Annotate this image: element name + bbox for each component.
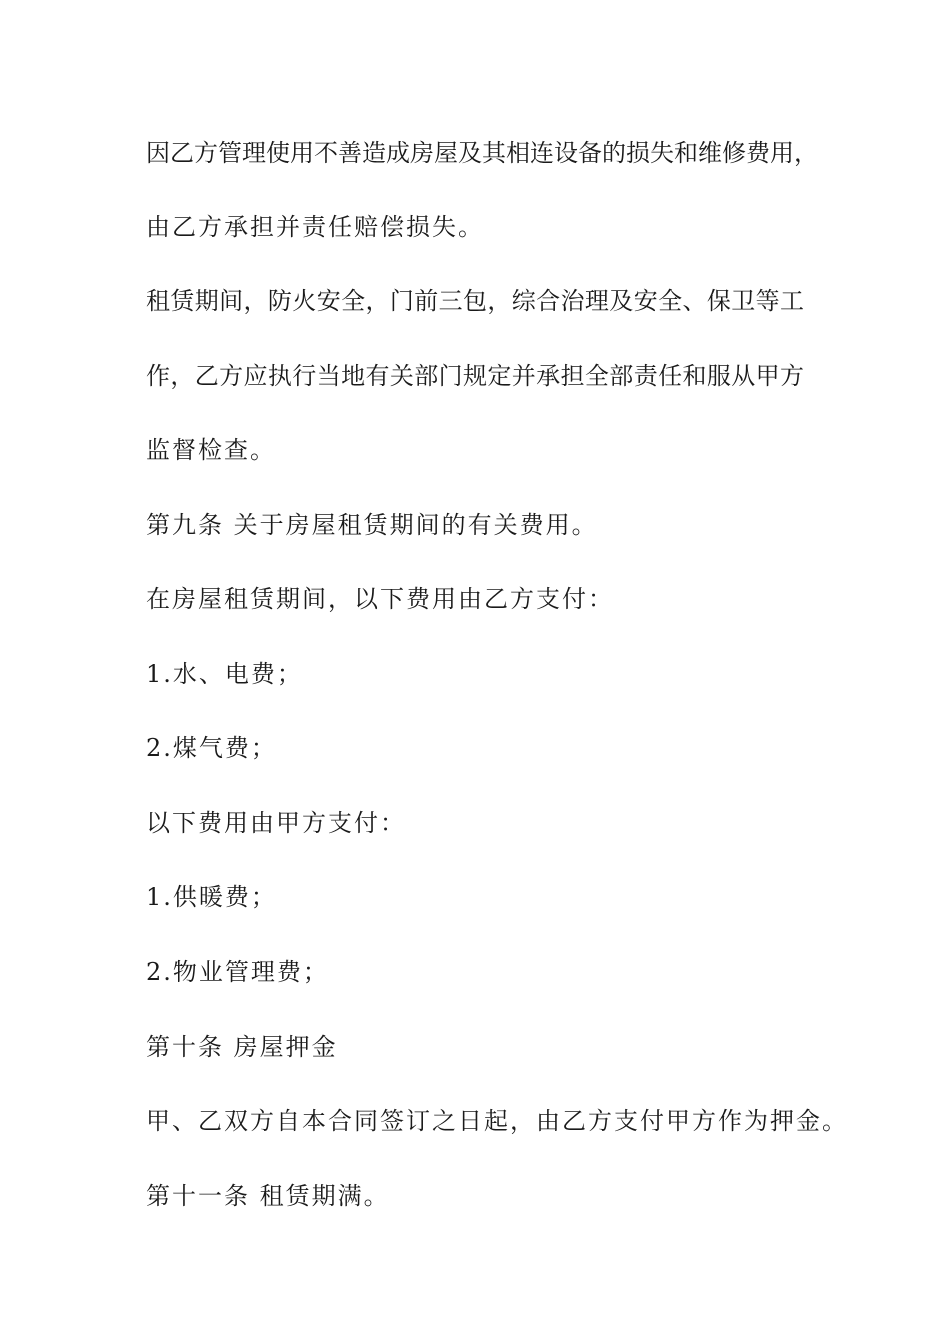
article-heading: 第十条 房屋押金	[146, 1033, 338, 1061]
paragraph-line: 在房屋租赁期间，以下费用由乙方支付：	[146, 585, 614, 613]
paragraph-line: 监督检查。	[146, 436, 276, 464]
article-heading: 第十一条 租赁期满。	[146, 1182, 390, 1210]
paragraph-line: 甲、乙双方自本合同签订之日起，由乙方支付甲方作为押金。	[146, 1107, 848, 1135]
list-item: 2.物业管理费；	[146, 958, 329, 986]
paragraph-line: 由乙方承担并责任赔偿损失。	[146, 213, 484, 241]
list-item: 1.水、电费；	[146, 660, 303, 688]
list-item: 1.供暖费；	[146, 883, 277, 911]
paragraph-line: 作，乙方应执行当地有关部门规定并承担全部责任和服从甲方	[146, 362, 804, 390]
paragraph-line: 租赁期间，防火安全，门前三包，综合治理及安全、保卫等工	[146, 287, 804, 315]
article-heading: 第九条 关于房屋租赁期间的有关费用。	[146, 511, 598, 539]
paragraph-line: 因乙方管理使用不善造成房屋及其相连设备的损失和维修费用，	[146, 139, 818, 167]
paragraph-line: 以下费用由甲方支付：	[146, 809, 406, 837]
list-item: 2.煤气费；	[146, 734, 277, 762]
